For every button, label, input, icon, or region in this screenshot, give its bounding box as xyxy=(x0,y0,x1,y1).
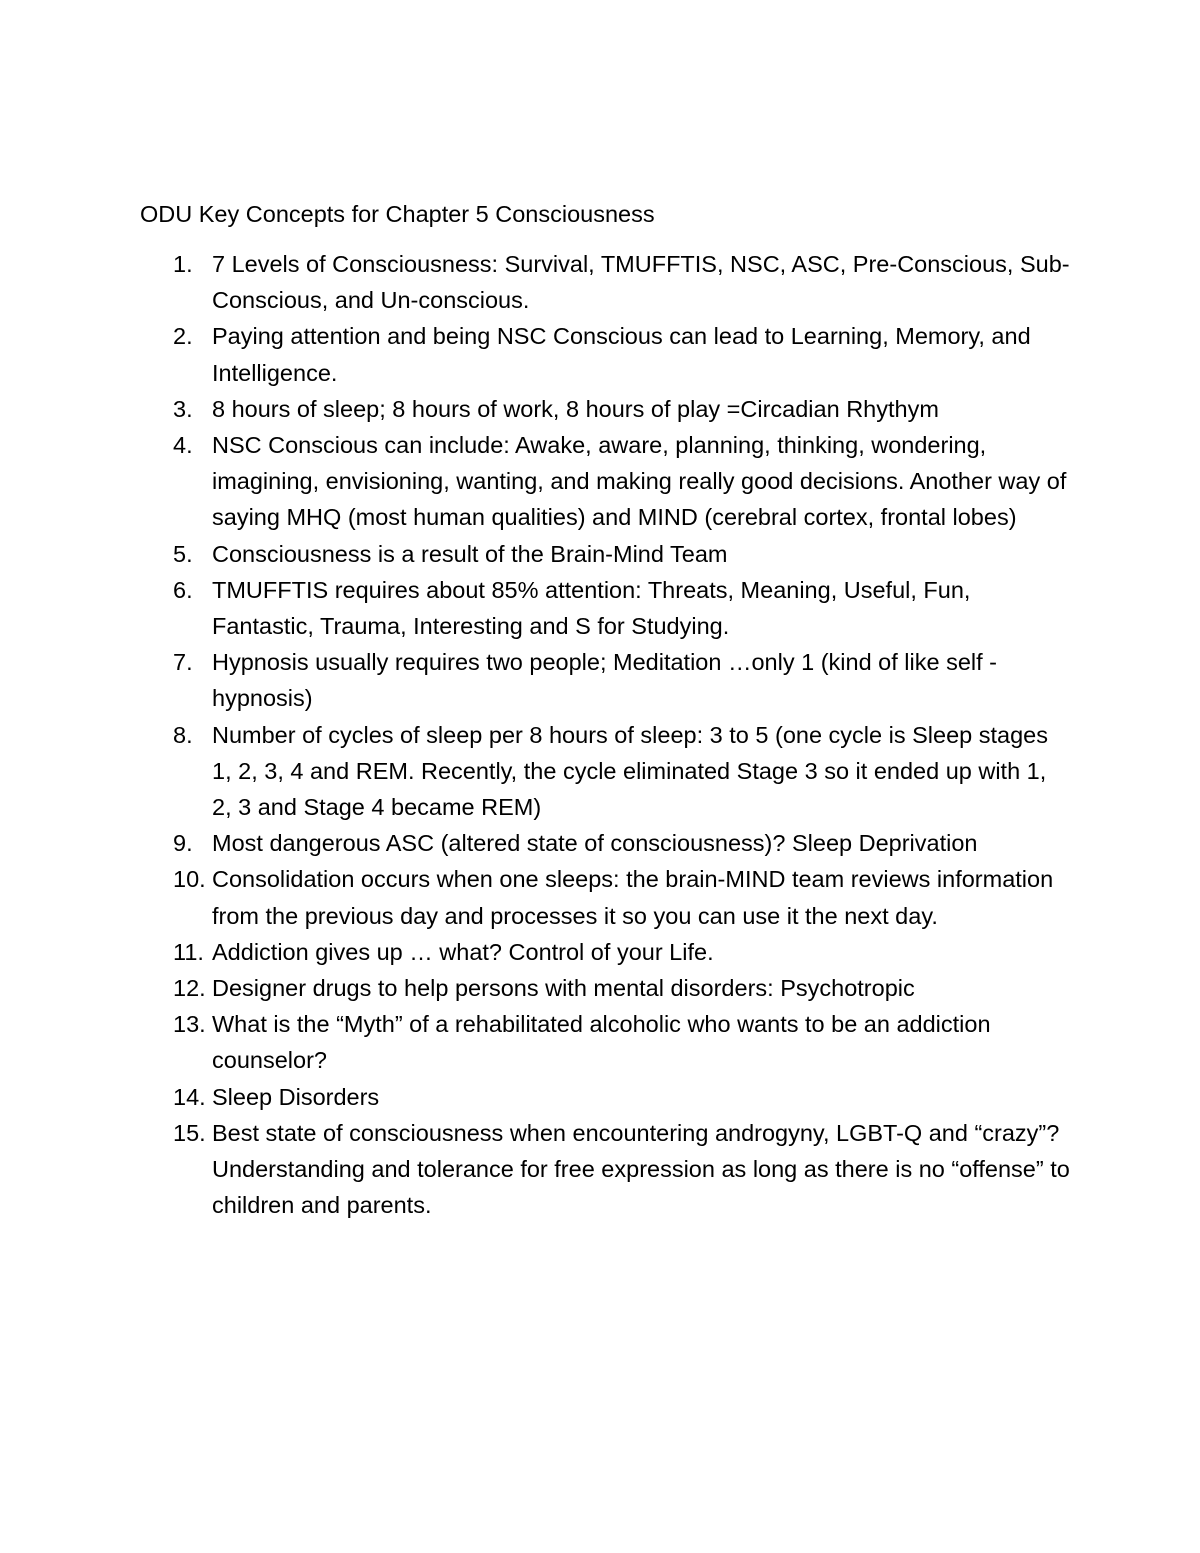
item-text: Addiction gives up … what? Control of your Life. xyxy=(212,938,714,965)
item-number: 1. xyxy=(173,251,193,277)
item-number: 9. xyxy=(173,830,193,857)
item-text: Best state of consciousness when encountering androgyny, LGBT-Q and “crazy”? Understanding and tolerance for free expression as long as there is no “offense” to children and parents. xyxy=(212,1119,1070,1219)
item-text: NSC Conscious can include: Awake, aware, planning, thinking, wondering, imagining, envisioning, wanting, and making really good decisions. Another way of saying MHQ (most human qualities) and MIND (cerebral cortex, frontal lobes) xyxy=(212,432,1067,531)
item-number: 8. xyxy=(173,721,193,748)
item-number: 12. xyxy=(173,975,206,1002)
item-number: 4. xyxy=(173,432,193,459)
item-number: 15. xyxy=(173,1119,206,1146)
item-number: 2. xyxy=(173,323,193,350)
item-text: Consolidation occurs when one sleeps: the brain-MIND team reviews information from the previous day and processes it so you can use it the next day. xyxy=(212,866,1054,929)
item-text: Most dangerous ASC (altered state of consciousness)? Sleep Deprivation xyxy=(212,830,978,857)
item-text: Hypnosis usually requires two people; Meditation …only 1 (kind of like self -hypnosis) xyxy=(212,649,998,712)
list-item xyxy=(140,1115,1070,1224)
item-number: 14. xyxy=(173,1083,206,1110)
item-text: What is the “Myth” of a rehabilitated alcoholic who wants to be an addiction counselor? xyxy=(212,1011,991,1074)
list-item xyxy=(140,861,1070,933)
list-item xyxy=(140,644,1070,716)
item-text: Consciousness is a result of the Brain-Mind Team xyxy=(212,540,728,567)
item-number: 5. xyxy=(173,540,193,567)
item-text: 8 hours of sleep; 8 hours of work, 8 hours of play =Circadian Rhythym xyxy=(212,395,939,422)
item-number: 10. xyxy=(173,866,206,893)
list-item xyxy=(140,536,1070,572)
item-number: 13. xyxy=(173,1011,206,1038)
item-number: 7. xyxy=(173,649,193,676)
list-item xyxy=(140,1079,1070,1115)
list-item xyxy=(140,391,1070,427)
list-item xyxy=(140,825,1070,861)
key-concepts-list xyxy=(140,246,1070,1223)
item-number: 6. xyxy=(173,576,193,603)
list-item xyxy=(140,1006,1070,1078)
list-item xyxy=(140,717,1070,826)
item-text: Sleep Disorders xyxy=(212,1083,380,1110)
list-item xyxy=(140,427,1070,536)
list-item xyxy=(140,572,1070,644)
item-text: 7 Levels of Consciousness: Survival, TMUFFTIS, NSC, ASC, Pre-Conscious, Sub-Conscious, and Un-conscious. xyxy=(212,251,1070,314)
document-title: ODU Key Concepts for Chapter 5 Consciousness xyxy=(140,201,655,227)
item-text: Designer drugs to help persons with mental disorders: Psychotropic xyxy=(212,975,915,1002)
item-text: Paying attention and being NSC Conscious can lead to Learning, Memory, and Intelligence. xyxy=(212,323,1031,386)
item-number: 11. xyxy=(173,938,204,965)
item-number: 3. xyxy=(173,395,193,422)
list-item xyxy=(140,970,1070,1006)
list-item xyxy=(140,318,1070,390)
list-item xyxy=(140,246,1070,318)
list-item xyxy=(140,934,1070,970)
item-text: Number of cycles of sleep per 8 hours of sleep: 3 to 5 (one cycle is Sleep stages 1, 2, 3, 4 and REM. Recently, the cycle eliminated Stage 3 so it ended up with 1, 2, 3 and Stage 4 became REM) xyxy=(212,721,1048,821)
item-text: TMUFFTIS requires about 85% attention: Threats, Meaning, Useful, Fun, Fantastic, Trauma, Interesting and S for Studying. xyxy=(212,576,971,640)
